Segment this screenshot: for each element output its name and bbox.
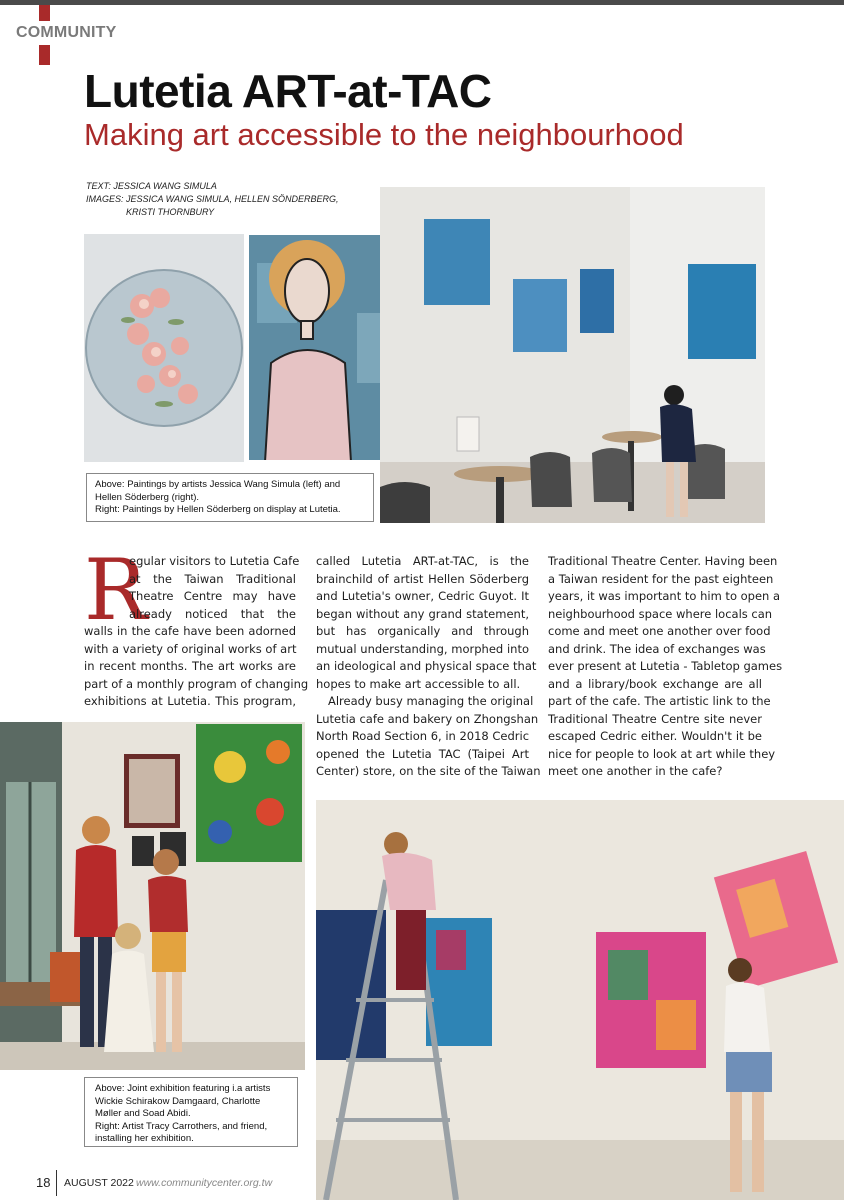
body-line: ever present at Lutetia - Tabletop games — [548, 659, 783, 673]
caption-bottom — [84, 1077, 298, 1147]
body-line: brainchild of artist Hellen Söderberg — [316, 571, 529, 586]
article-column-1 — [84, 553, 309, 711]
body-line: Theatre Centre may have — [129, 589, 296, 603]
caption-top-line: Hellen Söderberg (right). — [95, 491, 200, 503]
body-line: called Lutetia ART-at-TAC, is the — [316, 554, 529, 568]
credit-images: IMAGES: JESSICA WANG SIMULA, HELLEN SÖNDERBERG, — [86, 194, 339, 204]
caption-bottom-line: Møller and Soad Abidi. — [95, 1108, 191, 1119]
top-rule — [0, 0, 844, 5]
caption-top-line: Right: Paintings by Hellen Söderberg on display at Lutetia. — [95, 504, 341, 515]
body-line: Lutetia cafe and bakery on Zhongshan — [316, 711, 539, 726]
caption-top-line: Above: Paintings by artists Jessica Wang Simula (left) and — [95, 479, 341, 490]
body-line: an ideological and physical space that — [316, 659, 537, 673]
article-title: Lutetia ART-at-TAC — [84, 65, 492, 117]
body-line: Traditional Theatre Centre site never — [548, 711, 762, 726]
body-line: come and meet one another over food — [548, 624, 771, 638]
caption-top — [86, 473, 374, 522]
photo-cafe-interior — [380, 187, 765, 523]
body-line: meet one another in the cafe? — [548, 764, 723, 778]
body-line: hopes to make art accessible to all. — [316, 676, 521, 691]
body-line: already noticed that the — [129, 606, 296, 621]
caption-bottom-line: Right: Artist Tracy Carrothers, and friend, — [95, 1120, 268, 1132]
body-line: but has organically and through — [316, 624, 529, 638]
issue-date: AUGUST 2022 — [64, 1177, 134, 1189]
body-line: and a library/book exchange are all — [548, 676, 762, 691]
caption-bottom-line: Above: Joint exhibition featuring i.a artists — [95, 1083, 271, 1094]
article-subtitle: Making art accessible to the neighbourhood — [84, 117, 684, 152]
body-line: years, it was important to him to open a — [548, 589, 781, 603]
drop-cap: R — [84, 541, 148, 639]
body-line: part of the cafe. The artistic link to the — [548, 694, 771, 708]
photo-family-exhibition — [0, 722, 305, 1070]
body-line: at the Taiwan Traditional — [129, 571, 296, 586]
section-marker-bottom — [39, 45, 50, 65]
body-line: and Lutetia's owner, Cedric Guyot. It — [316, 589, 529, 603]
body-line: neighbourhood space where locals can — [548, 606, 773, 621]
article-column-3 — [548, 553, 783, 781]
body-line: in recent months. The art works are — [84, 659, 296, 673]
footer-divider — [56, 1170, 57, 1196]
body-line: escaped Cedric either. Wouldn't it be — [548, 729, 762, 743]
body-line: Center) store, on the site of the Taiwan — [316, 764, 541, 778]
body-line: nice for people to look at art while they — [548, 746, 776, 761]
article-column-2 — [316, 553, 541, 781]
photo-floral-painting — [84, 234, 244, 462]
caption-bottom-line: Wickie Schirakow Damgaard, Charlotte — [95, 1095, 261, 1107]
photo-installing-exhibition — [316, 800, 844, 1200]
body-line: North Road Section 6, in 2018 Cedric — [316, 729, 530, 743]
section-marker-top — [39, 5, 50, 21]
body-line: part of a monthly program of changing — [84, 676, 309, 691]
body-line: mutual understanding, morphed into — [316, 641, 529, 656]
credits — [86, 180, 339, 219]
body-line: a Taiwan resident for the past eighteen — [548, 571, 774, 586]
page-number: 18 — [36, 1175, 51, 1190]
body-line: with a variety of original works of art — [84, 641, 297, 656]
body-line: Already busy managing the original — [328, 694, 534, 708]
body-line: opened the Lutetia TAC (Taipei Art — [316, 746, 529, 761]
footer-url: www.communitycenter.org.tw — [136, 1177, 273, 1189]
body-line: Traditional Theatre Center. Having been — [548, 554, 778, 568]
body-line: walls in the cafe have been adorned — [84, 624, 296, 638]
body-line: began without any grand statement, — [316, 606, 529, 621]
credit-text: TEXT: JESSICA WANG SIMULA — [86, 181, 217, 191]
section-label: COMMUNITY — [16, 24, 117, 41]
caption-bottom-line: installing her exhibition. — [95, 1133, 194, 1144]
body-line: egular visitors to Lutetia Cafe — [129, 554, 300, 568]
body-line: and drink. The idea of exchanges was — [548, 641, 766, 656]
body-line: exhibitions at Lutetia. This program, — [84, 694, 296, 708]
credit-images-cont: KRISTI THORNBURY — [126, 207, 215, 217]
